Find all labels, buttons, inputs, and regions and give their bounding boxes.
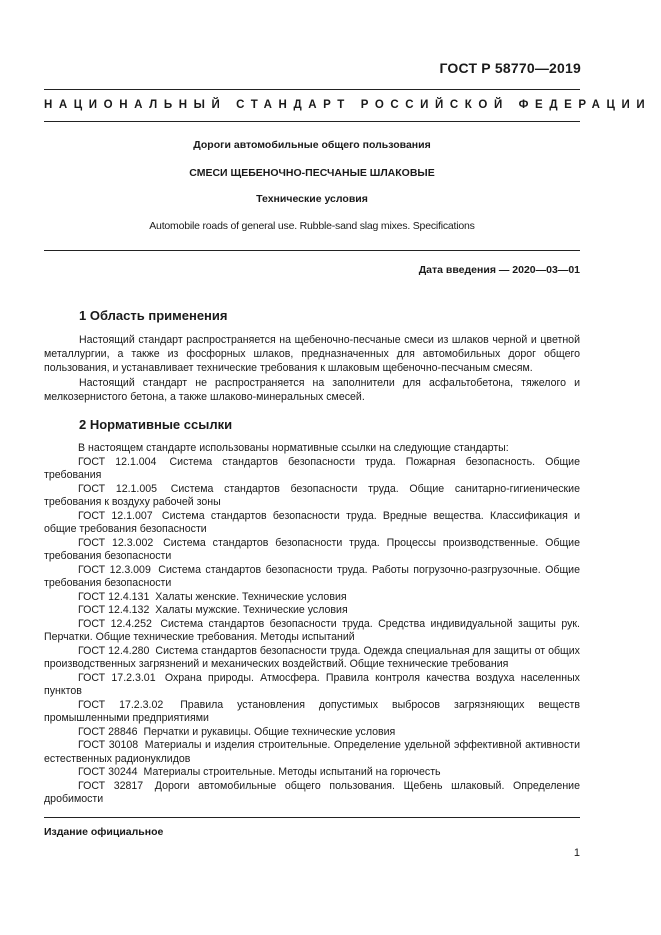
reference-item — [44, 604, 580, 618]
title-specifications: Технические условия — [256, 193, 368, 205]
reference-title: Перчатки и рукавицы. Общие технические условия — [143, 725, 396, 738]
top-rule — [44, 89, 580, 90]
reference-code: ГОСТ 32817 — [78, 779, 144, 792]
reference-title: Система стандартов безопасности труда. Процессы производственные. Общие требования безопасности — [44, 536, 580, 562]
reference-code: ГОСТ 12.4.280 — [78, 644, 150, 657]
reference-code: ГОСТ 12.3.009 — [78, 563, 151, 576]
reference-item — [44, 739, 580, 766]
reference-title: Система стандартов безопасности труда. Общие санитарно-гигиенические требования к воздуху рабочей зоны — [44, 482, 580, 508]
reference-title: Система стандартов безопасности труда. Одежда специальная для защиты от общих производственных загрязнений и механических воздействий. Общие технические требования — [44, 644, 580, 670]
reference-code: ГОСТ 12.4.132 — [78, 604, 150, 616]
reference-item — [44, 618, 580, 645]
reference-code: ГОСТ 12.1.004 — [78, 455, 157, 468]
title-english: Automobile roads of general use. Rubble-sand slag mixes. Specifications — [149, 220, 475, 232]
reference-item — [44, 766, 580, 780]
reference-title: Материалы и изделия строительные. Определение удельной эффективной активности естественных радионуклидов — [44, 739, 580, 765]
reference-title: Охрана природы. Атмосфера. Правила контроля качества воздуха населенных пунктов — [44, 671, 580, 697]
title-rule — [44, 250, 580, 251]
banner-rule — [44, 121, 580, 122]
title-roads: Дороги автомобильные общего пользования — [193, 139, 431, 151]
footer-rule — [44, 817, 580, 818]
reference-title: Материалы строительные. Методы испытаний на горючесть — [143, 766, 441, 778]
reference-item — [44, 726, 580, 740]
section-1-paragraph: Настоящий стандарт распространяется на щебеночно-песчаные смеси из шлаков черной и цветной металлургии, а также из фосфорных шлаков, предназначенных для автомобильных дорог общего пользования, и устанавливает технические требования к шлаковым щебеночно-песчаным смесям. — [44, 334, 580, 375]
reference-code: ГОСТ 12.4.252 — [78, 617, 152, 630]
reference-title: Дороги автомобильные общего пользования. Щебень шлаковый. Определение дробимости — [44, 779, 580, 805]
reference-item — [44, 483, 580, 510]
reference-title: Халаты женские. Технические условия — [155, 590, 347, 603]
reference-title: Система стандартов безопасности труда. Пожарная безопасность. Общие требования — [44, 455, 580, 481]
section-1-paragraph: Настоящий стандарт не распространяется на заполнители для асфальтобетона, тяжелого и мелкозернистого бетона, а также шлаково-минеральных смесей. — [44, 376, 580, 403]
reference-code: ГОСТ 30244 — [78, 766, 138, 778]
references-intro: В настоящем стандарте использованы нормативные ссылки на следующие стандарты: — [78, 442, 509, 454]
reference-title: Система стандартов безопасности труда. Вредные вещества. Классификация и общие требования безопасности — [44, 509, 581, 535]
reference-code: ГОСТ 12.1.005 — [78, 482, 158, 495]
reference-code: ГОСТ 30108 — [78, 739, 139, 751]
reference-item — [44, 591, 580, 605]
title-mixes: СМЕСИ ЩЕБЕНОЧНО-ПЕСЧАНЫЕ ШЛАКОВЫЕ — [189, 167, 435, 179]
reference-code: ГОСТ 17.2.3.02 — [78, 698, 164, 711]
reference-title: Халаты мужские. Технические условия — [155, 604, 348, 616]
reference-code: ГОСТ 12.3.002 — [78, 536, 154, 549]
reference-code: ГОСТ 12.4.131 — [78, 590, 150, 603]
national-standard-banner: НАЦИОНАЛЬНЫЙ СТАНДАРТ РОССИЙСКОЙ ФЕДЕРАЦИИ — [44, 99, 652, 111]
reference-item — [44, 537, 580, 564]
page-number: 1 — [573, 847, 580, 859]
reference-title: Правила установления допустимых выбросов загрязняющих веществ промышленными предприятиями — [44, 698, 580, 724]
reference-item — [44, 510, 580, 537]
reference-title: Система стандартов безопасности труда. Средства индивидуальной защиты рук. Перчатки. Общие технические требования. Методы испытаний — [44, 617, 580, 643]
reference-item — [44, 645, 580, 672]
document-number: ГОСТ Р 58770—2019 — [439, 60, 581, 76]
reference-code: ГОСТ 12.1.007 — [78, 509, 153, 522]
section-1-body — [44, 333, 580, 404]
reference-item — [44, 672, 580, 699]
reference-item — [44, 699, 580, 726]
references-list — [44, 442, 580, 807]
section-2-heading: 2 Нормативные ссылки — [79, 417, 233, 432]
official-edition-label: Издание официальное — [44, 826, 164, 838]
introduction-date: Дата введения — 2020—03—01 — [418, 264, 580, 276]
reference-code: ГОСТ 28846 — [78, 725, 138, 738]
reference-item — [44, 564, 580, 591]
reference-code: ГОСТ 17.2.3.01 — [78, 671, 156, 684]
reference-item — [44, 780, 580, 807]
section-1-heading: 1 Область применения — [79, 308, 228, 323]
reference-title: Система стандартов безопасности труда. Работы погрузочно-разгрузочные. Общие требования безопасности — [44, 563, 580, 589]
reference-item — [44, 456, 580, 483]
